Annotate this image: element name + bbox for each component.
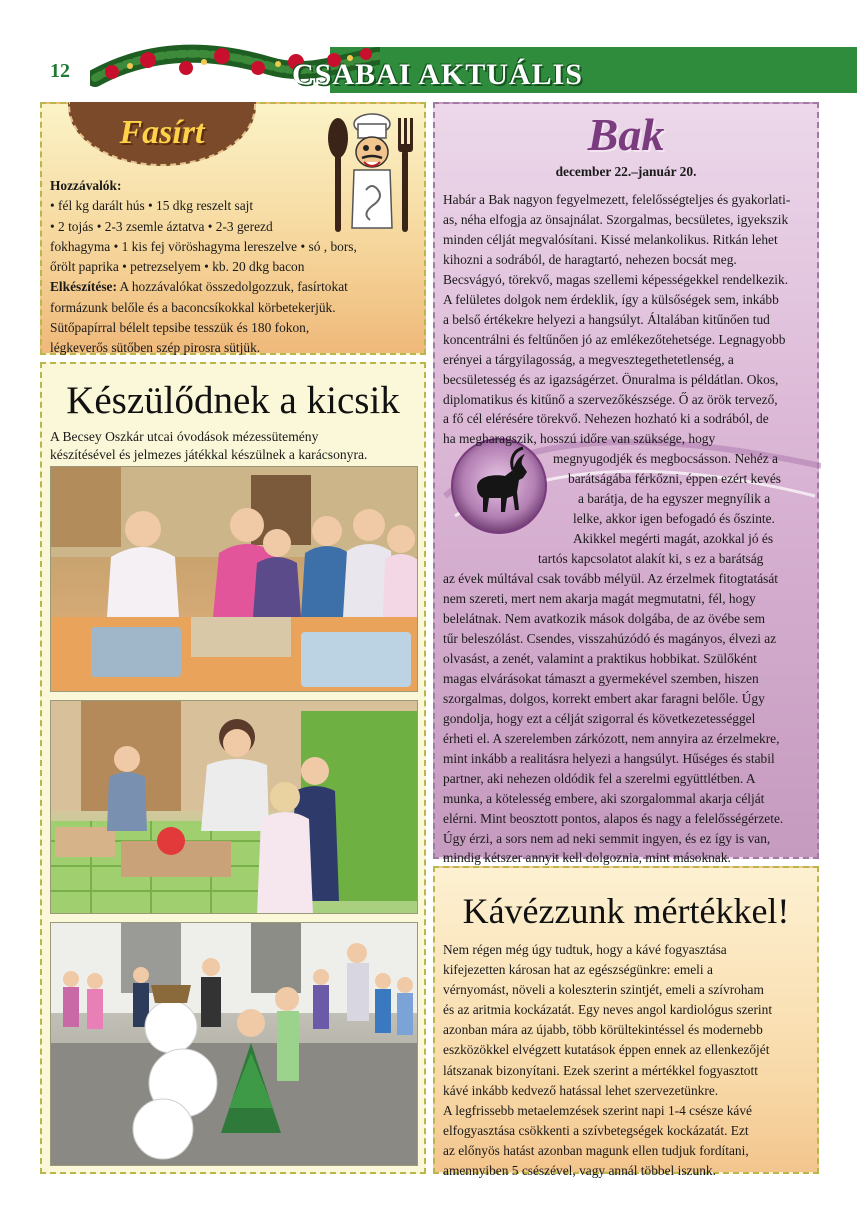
horoscope-line: minden célját megvalósítani. Kissé melankolikus. Ritkán lehet <box>443 231 778 247</box>
method-label: Elkészítése: <box>50 279 117 295</box>
horoscope-line: ha megharagszik, hosszú időre van szüksége, hogy <box>443 431 716 447</box>
photo-gingerbread-cutting-icon <box>51 701 418 914</box>
horoscope-line: Habár a Bak nagyon fegyelmezett, felelősségteljes és gyakorlati- <box>443 192 791 207</box>
horoscope-line: Úgy érzi, a sors nem ad neki semmit ingyen, és ez így is van, <box>443 830 771 846</box>
horoscope-line: munka, a kötelesség embere, aki szorgalommal akarja célját <box>443 790 765 806</box>
coffee-article-text <box>443 940 815 1181</box>
ingredients-line: • fél kg darált hús • 15 dkg reszelt sajt <box>50 198 254 214</box>
coffee-line: kifejezetten károsan hat az egészségünkre: emeli a <box>443 962 713 978</box>
coffee-line: vérnyomást, növeli a koleszterin szintjét, emeli a szívroham <box>443 982 764 998</box>
horoscope-line: az évek múltával csak tovább mélyül. Az érzelmek fitogtatását <box>443 571 779 587</box>
method-line: Elkészítése: A hozzávalókat összedolgozzuk, fasírtokat <box>50 279 348 295</box>
coffee-article-panel <box>433 866 819 1179</box>
horoscope-line: tűr beleszólást. Csendes, visszahúzódó és magányos, élvezi az <box>443 630 777 646</box>
horoscope-line: olvasást, a zenét, valamint a praktikus hobbikat. Szülőként <box>443 650 757 666</box>
horoscope-line: kihozni a sodrából, de haragtartó, nehezen bocsát meg. <box>443 251 737 267</box>
coffee-line: elfogyasztása csökkenti a szívbetegségek kockázatát. Ezt <box>443 1122 749 1138</box>
masthead-title: CSABAI AKTUÁLIS <box>292 58 583 91</box>
photo-costume-play <box>50 922 418 1166</box>
coffee-line: eszközökkel elvégzett kutatások éppen ennek az ellenkezőjét <box>443 1042 770 1058</box>
horoscope-line: A felületes dolgok nem érdeklik, így a külsőségek sem, inkább <box>443 291 779 307</box>
horoscope-line: a belső értékekre helyezi a hangsúlyt. Általában kitűnően tud <box>443 311 770 327</box>
horoscope-line: szorgalmas, dolgos, korrekt embert akar faragni belőle. Úgy <box>443 690 765 706</box>
article-title: Készülődnek a kicsik <box>66 379 400 422</box>
page-number: 12 <box>50 60 70 82</box>
horoscope-line: diplomatikus és kitűnő a szervezőkészsége. Ő az örök tervező, <box>443 391 778 407</box>
horoscope-line: koncentrálni és feltűnően jó az emlékezőtehetsége. Legnagyobb <box>443 331 786 347</box>
horoscope-line: becsületesség és az igazságérzet. Önuralma is példátlan. Okos, <box>443 371 779 387</box>
ingredients-line: őrölt paprika • petrezselyem • kb. 20 dkg bacon <box>50 259 305 275</box>
horoscope-line: elérni. Mint beosztott pontos, alapos és nagy a felelősségérzete. <box>443 810 784 826</box>
horoscope-line: a barátja, de ha egyszer megnyílik a <box>578 491 771 507</box>
horoscope-line: nem szereti, mert nem akarja magát megmutatni, fél, hogy <box>443 591 756 607</box>
horoscope-line: a fő cél elérésére törekvő. Nehezen hozható ki a sodrából, de <box>443 411 769 427</box>
coffee-line: és az aritmia kockázatát. Egy neves angol kardiológus szerint <box>443 1002 773 1018</box>
lead-line: A Becsey Oszkár utcai óvodások mézessütemény <box>50 429 319 444</box>
recipe-panel <box>40 102 426 355</box>
horoscope-line: barátságába férkőzni, éppen ezért kevés <box>568 471 782 487</box>
recipe-title: Fasírt <box>119 114 205 151</box>
photo-gingerbread-cutting <box>50 700 418 914</box>
horoscope-line: megnyugodjék és megbocsásson. Nehéz a <box>553 451 778 467</box>
coffee-line: Nem régen még úgy tudtuk, hogy a kávé fogyasztása <box>443 942 727 957</box>
coffee-line: azonban mára az újabb, több körültekintéssel és modernebb <box>443 1022 763 1038</box>
coffee-line: látszanak bizonyítani. Ezek szerint a mértékkel fogyasztott <box>443 1062 758 1078</box>
coffee-article-title: Kávézzunk mértékkel! <box>462 891 790 931</box>
lead-line: készítésével és jelmezes játékkal készülnek a karácsonyra. <box>50 447 368 462</box>
coffee-line: amennyiben 5 csészével, vagy annál többel iszunk. <box>443 1163 716 1179</box>
photo-costume-play-icon <box>51 923 418 1166</box>
horoscope-line: erényei a tárgyilagosság, a megvesztegethetetlenség, a <box>443 351 734 367</box>
horoscope-title: Bak <box>587 109 665 160</box>
coffee-line: A legfrissebb metaelemzések szerint napi 1-4 csésze kávé <box>443 1102 752 1118</box>
coffee-line: az előnyös hatást azonban magunk ellen tudjuk fordítani, <box>443 1142 749 1158</box>
ingredients-line: • 2 tojás • 2-3 zsemle áztatva • 2-3 gerezd <box>50 218 273 234</box>
ingredients-label: Hozzávalók: <box>50 178 122 193</box>
horoscope-line: érheti el. A szerelemben zárkózott, nem annyira az érzelmekre, <box>443 730 780 746</box>
article-lead <box>50 428 422 464</box>
horoscope-line: mindig kétszer annyit kell dolgoznia, mint másoknak. <box>443 850 731 866</box>
ingredients-line: fokhagyma • 1 kis fej vöröshagyma lereszelve • só , bors, <box>50 238 357 254</box>
horoscope-line: mint inkább a realitásra helyezi a hangsúlyt. Hűséges és stabil <box>443 750 775 766</box>
horoscope-line: partner, aki nehezen oldódik fel a szerelmi együttlétben. A <box>443 770 756 786</box>
method-line: Sütőpapírral bélelt tepsibe tesszük és 180 fokon, <box>50 320 310 336</box>
horoscope-line: tartós kapcsolatot alakít ki, s ez a barátság <box>538 551 764 567</box>
photo-children-baking-icon <box>51 467 418 692</box>
horoscope-panel <box>433 102 819 866</box>
coffee-line: kávé inkább kedvező hatással lehet szervezetünkre. <box>443 1082 719 1098</box>
recipe-text <box>50 176 418 359</box>
horoscope-date: december 22.–január 20. <box>555 164 697 179</box>
method-line: légkeverős sütőben szép pirosra sütjük. <box>50 340 261 356</box>
horoscope-line: lelke, akkor igen befogadó és őszinte. <box>573 511 775 527</box>
horoscope-line: Becsvágyó, törekvő, magas szellemi képességekkel rendelkezik. <box>443 271 789 287</box>
kindergarten-article-panel <box>40 362 426 1174</box>
horoscope-line: gondolja, hogy ezt a célját szigorral és következetességgel <box>443 710 756 726</box>
photo-children-baking <box>50 466 418 692</box>
method-line: formázunk belőle és a baconcsíkokkal körbetekerjük. <box>50 299 336 315</box>
horoscope-line: belelátnak. Nem avatkozik mások dolgába, de az övébe sem <box>443 611 765 627</box>
horoscope-line: as, néha elfogja az önsajnálat. Szorgalmas, becsületes, igyekszik <box>443 211 789 227</box>
horoscope-line: Akikkel megérti magát, azokkal jó és <box>573 531 774 547</box>
horoscope-line: magas elvárásokat támaszt a gyermekével szemben, hiszen <box>443 670 759 686</box>
horoscope-text <box>443 190 813 888</box>
